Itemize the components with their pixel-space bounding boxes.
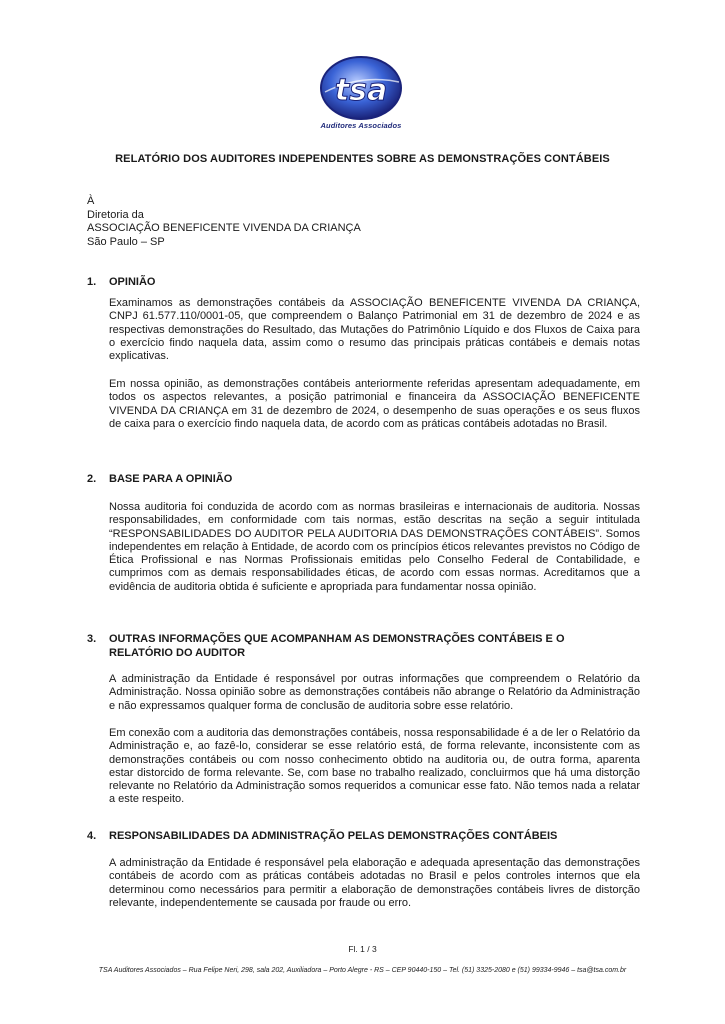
section-title: BASE PARA A OPINIÃO [109, 473, 233, 485]
paragraph: Examinamos as demonstrações contábeis da ASSOCIAÇÃO BENEFICENTE VIVENDA DA CRIANÇA, CNPJ 61.577.110/0001-05, que compreendem o Balanço Patrimonial em 31 de dezembro de 2024 e as respectivas demonstrações do Resultado, das Mutações do Patrimônio Líquido e dos Fluxos de Caixa para o exercício findo naquela data, assim como o resumo das principais práticas contábeis e demais notas explicativas. [109, 297, 640, 363]
section-number: 4. [87, 830, 97, 842]
tsa-logo-icon [315, 52, 407, 124]
paragraph: A administração da Entidade é responsável pela elaboração e adequada apresentação das demonstrações contábeis de acordo com as práticas contábeis adotadas no Brasil e pelos controles internos que ela determinou como necessários para permitir a elaboração de demonstrações contábeis livres de distorção relevante, independentemente se causada por fraude ou erro. [109, 857, 640, 909]
addressee-line: ASSOCIAÇÃO BENEFICENTE VIVENDA DA CRIANÇA [87, 222, 361, 234]
page-number: Fl. 1 / 3 [348, 944, 377, 954]
section-number: 1. [87, 276, 97, 288]
section-title: RESPONSABILIDADES DA ADMINISTRAÇÃO PELAS DEMONSTRAÇÕES CONTÁBEIS [109, 830, 558, 842]
section-number: 3. [87, 633, 97, 645]
addressee-block [87, 195, 361, 249]
paragraph: Em nossa opinião, as demonstrações contábeis anteriormente referidas apresentam adequadamente, em todos os aspectos relevantes, a posição patrimonial e financeira da ASSOCIAÇÃO BENEFICENTE VIVENDA DA CRIANÇA em 31 de dezembro de 2024, o desempenho de suas operações e os seus fluxos de caixa para o exercício findo naquela data, de acordo com as práticas contábeis adotadas no Brasil. [109, 378, 640, 430]
section-title: OUTRAS INFORMAÇÕES QUE ACOMPANHAM AS DEMONSTRAÇÕES CONTÁBEIS E O RELATÓRIO DO AUDITOR [109, 633, 565, 659]
tsa-logo [315, 52, 407, 132]
section-heading-base [87, 473, 629, 487]
section-number: 2. [87, 473, 97, 485]
logo-wordmark: tsa [334, 73, 388, 108]
paragraph: Nossa auditoria foi conduzida de acordo com as normas brasileiras e internacionais de auditoria. Nossas responsabilidades, em conformidade com tais normas, estão descritas na seção a seguir intitulada “RESPONSABILIDADES DO AUDITOR PELA AUDITORIA DAS DEMONSTRAÇÕES CONTÁBEIS”. Somos independentes em relação à Entidade, de acordo com os princípios éticos relevantes previstos no Código de Ética Profissional e nas Normas Profissionais emitidas pelo Conselho Federal de Contabilidade, e cumprimos com as demais responsabilidades éticas, de acordo com essas normas. Acreditamos que a evidência de auditoria obtida é suficiente e apropriada para fundamentar nossa opinião. [109, 501, 640, 593]
section-title: OPINIÃO [109, 276, 156, 288]
paragraph: A administração da Entidade é responsável por outras informações que compreendem o Relatório da Administração. Nossa opinião sobre as demonstrações contábeis não abrange o Relatório da Administração e não expressamos qualquer forma de conclusão de auditoria sobre esse relatório. [109, 673, 640, 712]
logo-caption: Auditores Associados [320, 121, 402, 130]
section-heading-responsabilidades [87, 830, 629, 844]
section-heading-opiniao [87, 276, 629, 290]
section-heading-outras-informacoes [87, 633, 629, 660]
report-title: RELATÓRIO DOS AUDITORES INDEPENDENTES SOBRE AS DEMONSTRAÇÕES CONTÁBEIS [115, 153, 610, 165]
page-footer: TSA Auditores Associados – Rua Felipe Neri, 298, sala 202, Auxiliadora – Porto Alegre - RS – CEP 90440-150 – Tel. (51) 3325-2080 e (51) 99334-9946 – tsa@tsa.com.br [98, 967, 627, 974]
addressee-line: Diretoria da [87, 208, 144, 221]
paragraph: Em conexão com a auditoria das demonstrações contábeis, nossa responsabilidade é a de ler o Relatório da Administração e, ao fazê-lo, considerar se esse relatório está, de forma relevante, inconsistente com as demonstrações contábeis ou com nosso conhecimento obtido na auditoria ou, de outra forma, aparenta estar distorcido de forma relevante. Se, com base no trabalho realizado, concluirmos que há uma distorção relevante no Relatório da Administração somos requeridos a comunicar esse fato. Não temos nada a relatar a este respeito. [109, 727, 640, 806]
addressee-line: À [87, 195, 95, 207]
addressee-line: São Paulo – SP [87, 235, 165, 248]
